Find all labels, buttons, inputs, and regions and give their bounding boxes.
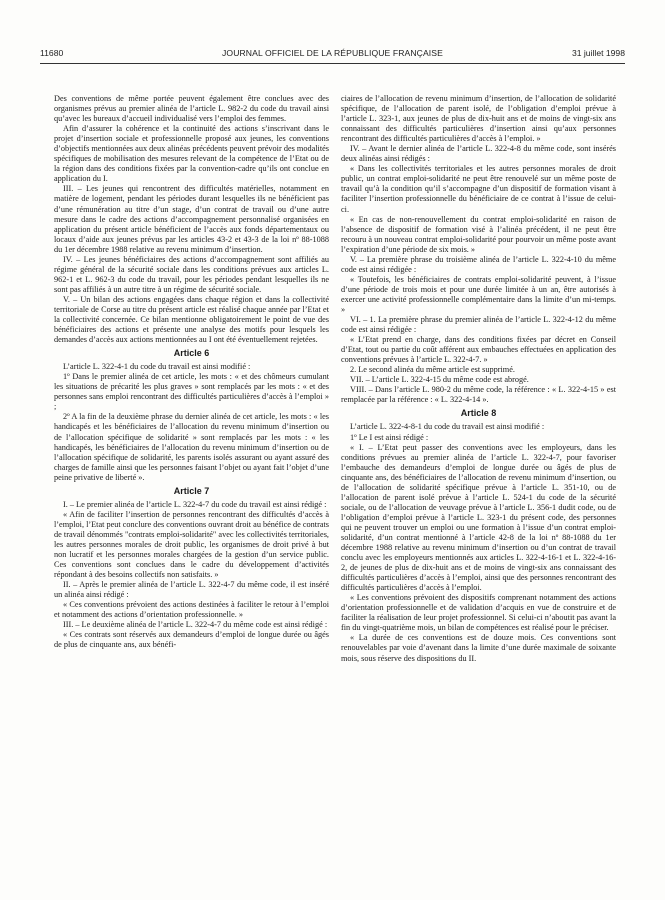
paragraph: V. – La première phrase du troisième alinéa de l’article L. 322-4-10 du même code est ainsi rédigée : [341, 254, 616, 274]
paragraph: Afin d’assurer la cohérence et la continuité des actions s’inscrivant dans le projet d’insertion sociale et professionnelle proposé aux jeunes, les conventions d’objectifs mentionnées aux deux alinéas précédents peuvent prévoir des modalités spécifiques de mobilisation des mesures relevant de la compétence de l’Etat ou de la région dans des conditions fixées par la convention-cadre qu’ils ont conclue en application du I. [54, 124, 329, 184]
paragraph: IV. – Avant le dernier alinéa de l’article L. 322-4-8 du même code, sont insérés deux alinéas ainsi rédigés : [341, 144, 616, 164]
paragraph: « Afin de faciliter l’insertion de personnes rencontrant des difficultés d’accès à l’emploi, l’Etat peut conclure des conventions ouvrant droit au bénéfice de contrats de travail dénommés "contrats emploi-solidarité" avec les collectivités territoriales, les autres personnes morales de droit public, les organismes de droit privé à but non lucratif et les personnes morales chargées de la gestion d’un service public. Ces conventions sont conclues dans le cadre du développement d’activités répondant à des besoins collectifs non satisfaits. » [54, 509, 329, 580]
paragraph: 1º Le I est ainsi rédigé : [350, 432, 429, 442]
paragraph: L’article L. 322-4-8-1 du code du travail est ainsi modifié : [350, 422, 545, 432]
paragraph: I. – Le premier alinéa de l’article L. 322-4-7 du code du travail est ainsi rédigé : [63, 499, 327, 509]
paragraph: « La durée de ces conventions est de douze mois. Ces conventions sont renouvelables par voie d’avenant dans la limite d’une durée maximale de soixante mois, sous réserve des dispositions du II. [341, 633, 616, 663]
paragraph: 2º A la fin de la deuxième phrase du dernier alinéa de cet article, les mots : « les handicapés et les bénéficiaires de l’allocation du revenu minimum d’insertion ou de l’allocation spécifique de solidarité » sont remplacés par les mots : « les handicapés, les bénéficiaires de l’allocation du revenu minimum d’insertion ou de l’allocation spécifique de solidarité, les parents isolés assurant ou ayant assuré des charges de famille ainsi que les personnes faisant l’objet ou ayant fait l’objet d’une peine privative de liberté ». [54, 412, 329, 482]
paragraph: III. – Les jeunes qui rencontrent des difficultés matérielles, notamment en matière de logement, pendant les périodes durant lesquelles ils ne bénéficient pas d’une rémunération au titre d’un stage, d’un contrat de travail ou d’une autre mesure dans le cadre des actions d’accompagnement personnalisé organisées en application du présent article bénéficient de l’accès aux fonds départementaux ou locaux d’aide aux jeunes prévus par les articles 43-2 et 43-3 de la loi nº 88-1088 du 1er décembre 1988 relative au revenu minimum d’insertion. [54, 184, 329, 254]
paragraph: VI. – 1. La première phrase du premier alinéa de l’article L. 322-4-12 du même code est ainsi rédigée : [341, 315, 616, 335]
publication-date: 31 juillet 1998 [571, 48, 625, 58]
paragraph: L’article L. 322-4-1 du code du travail est ainsi modifié : [63, 362, 251, 372]
paragraph: 1º Dans le premier alinéa de cet article, les mots : « et des chômeurs cumulant les situations de précarité les plus graves » sont remplacés par les mots : « et des personnes sans emploi rencontrant des difficultés particulières d’accès à l’emploi » ; [54, 372, 329, 412]
paragraph: « Ces contrats sont réservés aux demandeurs d’emploi de longue durée ou âgés de plus de cinquante ans, aux bénéfi- [54, 630, 329, 650]
paragraph: « Dans les collectivités territoriales et les autres personnes morales de droit public, un contrat emploi-solidarité ne peut être renouvelé sur un même poste de travail qu’à la condition qu’il s’accompagne d’un dispositif de formation visant à faciliter l’insertion professionnelle du bénéficiaire de ce contrat à l’issue de celui-ci. [341, 164, 616, 214]
page-header [40, 48, 625, 62]
paragraph: « I. – L’Etat peut passer des conventions avec les employeurs, dans les conditions prévues au premier alinéa de l’article L. 322-4-7, pour favoriser l’embauche des demandeurs d’emploi de longue durée ou âgés de plus de cinquante ans, des bénéficiaires de l’allocation de revenu minimum d’insertion, ou de l’allocation de solidarité spécifique prévue à l’article L. 351-10, ou de l’allocation de parent isolé prévue à l’article L. 524-1 du code de la sécurité sociale, ou de l’allocation de veuvage prévue à l’article L. 356-1 dudit code, ou de l’obligation d’emploi prévue à l’article L. 323-1 du présent code, des personnes qui ne peuvent trouver un emploi ou une formation à l’issue d’un contrat emploi-solidarité, d’un contrat mentionné à l’article 42-8 de la loi nº 88-1088 du 1er décembre 1988 relative au revenu minimum d’insertion ou d’un contrat de travail conclu avec les employeurs mentionnés aux articles L. 322-4-16-1 et L. 322-4-16-2, de jeunes de plus de dix-huit ans et de moins de vingt-six ans connaissant des difficultés particulières d’accès à l’emploi, ainsi que des personnes rencontrant des difficultés particulières d’accès à l’emploi. [341, 442, 616, 593]
paragraph: 2. Le second alinéa du même article est supprimé. [350, 365, 515, 375]
article-heading: Article 8 [460, 408, 497, 419]
paragraph: « Les conventions prévoient des dispositifs comprenant notamment des actions d’orientation professionnelle et de validation d’acquis en vue de construire et de faciliter la réalisation de leur projet professionnel. Si celui-ci n’aboutit pas avant la fin du vingt-quatrième mois, un bilan de compétences est réalisé pour le préciser. [341, 593, 616, 633]
paragraph: VII. – L’article L. 322-4-15 du même code est abrogé. [350, 375, 529, 385]
paragraph: V. – Un bilan des actions engagées dans chaque région et dans la collectivité territoriale de Corse au titre du présent article est réalisé chaque année par l’Etat et la collectivité concernée. Ce bilan mentionne obligatoirement le point de vue des bénéficiaires des actions et présente une analyse des motifs pour lesquels les demandes d’accès aux actions mentionnées au I ont été éventuellement rejetées. [54, 294, 329, 345]
paragraph: « Ces conventions prévoient des actions destinées à faciliter le retour à l’emploi et notamment des actions d’orientation professionnelle. » [54, 600, 329, 620]
article-heading: Article 6 [173, 348, 210, 359]
paragraph: « Toutefois, les bénéficiaires de contrats emploi-solidarité peuvent, à l’issue d’une période de trois mois et pour une durée limitée à un an, être autorisés à exercer une activité professionnelle complémentaire dans la limite d’un mi-temps. » [341, 274, 616, 314]
paragraph: II. – Après le premier alinéa de l’article L. 322-4-7 du même code, il est inséré un alinéa ainsi rédigé : [54, 580, 329, 600]
paragraph: « L’Etat prend en charge, dans des conditions fixées par décret en Conseil d’Etat, tout ou partie du coût afférent aux embauches effectuées en application des conventions prévues à l’article L. 322-4-7. » [341, 335, 616, 365]
article-heading: Article 7 [173, 485, 210, 496]
paragraph: ciaires de l’allocation de revenu minimum d’insertion, de l’allocation de solidarité spécifique, de l’allocation de parent isolé, de l’obligation d’emploi prévue à l’article L. 323-1, aux jeunes de plus de dix-huit ans et de moins de vingt-six ans connaissant des difficultés particulières d’insertion ainsi qu’aux personnes rencontrant des difficultés particulières d’accès à l’emploi. » [341, 94, 616, 144]
right-column [341, 94, 616, 664]
paragraph: VIII. – Dans l’article L. 980-2 du même code, la référence : « L. 322-4-15 » est remplacée par la référence : « L. 322-4-14 ». [341, 385, 616, 405]
paragraph: IV. – Les jeunes bénéficiaires des actions d’accompagnement sont affiliés au régime général de la sécurité sociale dans les conditions prévues aux articles L. 962-1 et L. 962-3 du code du travail, pour les périodes pendant lesquelles ils ne sont pas affiliés à un autre titre à un régime de sécurité sociale. [54, 254, 329, 294]
journal-title: JOURNAL OFFICIEL DE LA RÉPUBLIQUE FRANÇAISE [222, 48, 443, 58]
paragraph: « En cas de non-renouvellement du contrat emploi-solidarité en raison de l’absence de dispositif de formation visé à l’alinéa précédent, il ne peut être recouru à un nouveau contrat emploi-solidarité pour pourvoir un même poste avant l’expiration d’une période de six mois. » [341, 214, 616, 254]
paragraph: III. – Le deuxième alinéa de l’article L. 322-4-7 du même code est ainsi rédigé : [63, 620, 328, 630]
paragraph: Des conventions de même portée peuvent également être conclues avec des organismes prévus au premier alinéa de l’article L. 982-2 du code du travail ainsi qu’avec les bureaux d’accueil individualisé vers l’emploi des femmes. [54, 94, 329, 124]
left-column [54, 94, 329, 650]
page-number: 11680 [40, 48, 64, 58]
header-rule [40, 63, 625, 64]
